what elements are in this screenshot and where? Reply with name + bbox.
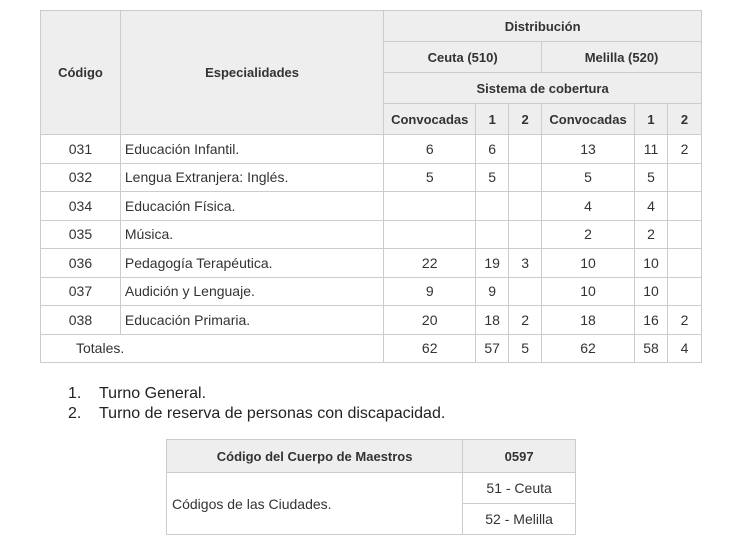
notes-list (68, 384, 445, 424)
cuerpo-codes-table (166, 439, 576, 535)
cell-codigo: 037 (41, 277, 121, 306)
total-ceuta-convocadas: 62 (384, 334, 476, 363)
cell-ceuta-1: 9 (476, 277, 509, 306)
note-number: 1. (68, 385, 82, 402)
cell-ceuta-1: 19 (476, 249, 509, 278)
cell-ceuta-2 (509, 135, 542, 164)
cell-especialidad: Música. (120, 220, 383, 249)
cell-especialidad: Educación Primaria. (120, 306, 383, 335)
cell-melilla-1: 5 (635, 163, 668, 192)
note-item (68, 404, 445, 424)
cell-melilla-2 (668, 163, 702, 192)
total-melilla-2: 4 (668, 334, 702, 363)
cell-melilla-2: 2 (668, 135, 702, 164)
cell-codigo: 036 (41, 249, 121, 278)
cell-ceuta-convocadas: 20 (384, 306, 476, 335)
table-row (41, 277, 702, 306)
cell-melilla-convocadas: 13 (542, 135, 635, 164)
cell-melilla-1: 2 (635, 220, 668, 249)
cell-melilla-1: 10 (635, 249, 668, 278)
table-row (41, 220, 702, 249)
totals-label: Totales. (41, 334, 384, 363)
cell-codigo: 035 (41, 220, 121, 249)
cell-melilla-convocadas: 5 (542, 163, 635, 192)
cell-melilla-2 (668, 277, 702, 306)
cell-ceuta-2: 3 (509, 249, 542, 278)
cell-melilla-convocadas: 2 (542, 220, 635, 249)
cell-codigo: 034 (41, 192, 121, 221)
codigos-ciudades-label: Códigos de las Ciudades. (167, 473, 463, 535)
cell-especialidad: Lengua Extranjera: Inglés. (120, 163, 383, 192)
table-row (41, 163, 702, 192)
total-ceuta-2: 5 (509, 334, 542, 363)
table-row (167, 473, 576, 504)
header-sistema-cobertura: Sistema de cobertura (384, 73, 702, 104)
cell-ceuta-convocadas: 5 (384, 163, 476, 192)
cell-melilla-convocadas: 18 (542, 306, 635, 335)
cell-ceuta-2: 2 (509, 306, 542, 335)
cell-codigo: 038 (41, 306, 121, 335)
cell-ceuta-convocadas (384, 192, 476, 221)
header-ceuta: Ceuta (510) (384, 42, 542, 73)
cell-ceuta-convocadas: 6 (384, 135, 476, 164)
note-number: 2. (68, 405, 82, 422)
cell-ceuta-1 (476, 192, 509, 221)
cell-melilla-convocadas: 10 (542, 277, 635, 306)
cell-ceuta-1: 6 (476, 135, 509, 164)
cell-melilla-1: 10 (635, 277, 668, 306)
cell-ceuta-convocadas: 9 (384, 277, 476, 306)
cell-especialidad: Educación Física. (120, 192, 383, 221)
cell-especialidad: Pedagogía Terapéutica. (120, 249, 383, 278)
cell-codigo: 031 (41, 135, 121, 164)
cell-ceuta-2 (509, 277, 542, 306)
cell-ceuta-convocadas: 22 (384, 249, 476, 278)
cell-ceuta-2 (509, 192, 542, 221)
cell-melilla-1: 4 (635, 192, 668, 221)
cell-codigo: 032 (41, 163, 121, 192)
header-melilla-1: 1 (635, 104, 668, 135)
total-melilla-1: 58 (635, 334, 668, 363)
cell-melilla-1: 11 (635, 135, 668, 164)
header-codigo: Código (41, 11, 121, 135)
code-melilla: 52 - Melilla (463, 504, 576, 535)
cell-melilla-2: 2 (668, 306, 702, 335)
totals-row (41, 334, 702, 363)
table-row (41, 192, 702, 221)
total-melilla-convocadas: 62 (542, 334, 635, 363)
note-item (68, 384, 445, 404)
cell-melilla-1: 16 (635, 306, 668, 335)
table-row (41, 249, 702, 278)
cell-ceuta-2 (509, 163, 542, 192)
table-row (41, 306, 702, 335)
cell-melilla-convocadas: 4 (542, 192, 635, 221)
note-text: Turno de reserva de personas con discapacidad. (99, 405, 446, 422)
header-ceuta-2: 2 (509, 104, 542, 135)
header-melilla-2: 2 (668, 104, 702, 135)
header-distribucion: Distribución (384, 11, 702, 42)
code-ceuta: 51 - Ceuta (463, 473, 576, 504)
cell-ceuta-1: 5 (476, 163, 509, 192)
header-codigo-cuerpo-value: 0597 (463, 440, 576, 473)
cell-especialidad: Audición y Lenguaje. (120, 277, 383, 306)
cell-melilla-2 (668, 220, 702, 249)
header-melilla-convocadas: Convocadas (542, 104, 635, 135)
cell-melilla-2 (668, 249, 702, 278)
total-ceuta-1: 57 (476, 334, 509, 363)
cell-melilla-2 (668, 192, 702, 221)
cell-ceuta-2 (509, 220, 542, 249)
plazas-table (40, 10, 702, 363)
cell-ceuta-1: 18 (476, 306, 509, 335)
header-especialidades: Especialidades (120, 11, 383, 135)
cell-especialidad: Educación Infantil. (120, 135, 383, 164)
cell-melilla-convocadas: 10 (542, 249, 635, 278)
cell-ceuta-1 (476, 220, 509, 249)
header-melilla: Melilla (520) (542, 42, 702, 73)
cell-ceuta-convocadas (384, 220, 476, 249)
note-text: Turno General. (99, 385, 207, 402)
header-ceuta-1: 1 (476, 104, 509, 135)
header-codigo-cuerpo: Código del Cuerpo de Maestros (167, 440, 463, 473)
table-row (41, 135, 702, 164)
header-ceuta-convocadas: Convocadas (384, 104, 476, 135)
